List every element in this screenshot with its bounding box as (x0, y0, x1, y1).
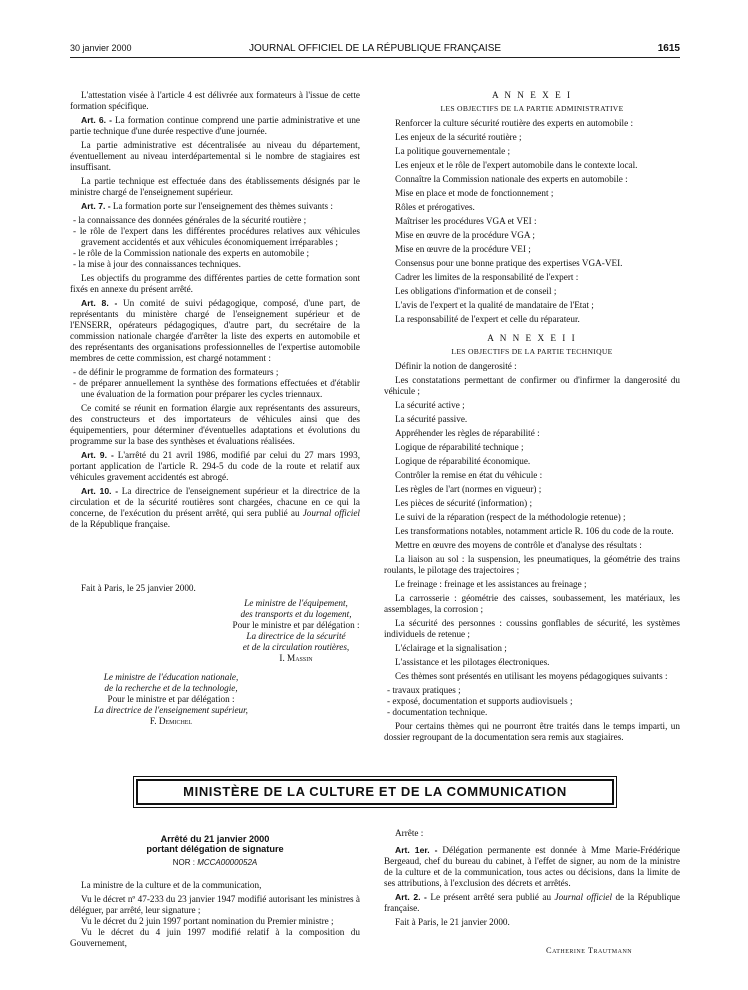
list-item: - documentation technique. (387, 707, 488, 717)
journal-title: JOURNAL OFFICIEL DE LA RÉPUBLIQUE FRANÇAISE (248, 43, 502, 54)
annex-line: Consensus pour une bonne pratique des expertises VGA-VEI. (395, 258, 623, 268)
article-6 (70, 115, 360, 137)
list-item: - de définir le programme de formation des formateurs ; (73, 367, 279, 377)
annex-line: Maîtriser les procédures VGA et VEI : (395, 216, 537, 226)
annex-line: Le suivi de la réparation (respect de la méthodologie retenue) ; (395, 512, 626, 522)
signature-line: Le ministre de l'équipement, (244, 598, 348, 608)
signature-line: Le ministre de l'éducation nationale, (103, 672, 239, 682)
article-8 (70, 298, 360, 364)
list-item: - de préparer annuellement la synthèse des formations effectuées et d'établir une évaluation de la formation pour préparer les cycles triennaux. (73, 378, 360, 399)
signature-line: des transports et du logement, (240, 609, 352, 619)
list-item: - la connaissance des données générales de la sécurité routière ; (73, 215, 307, 225)
annex-line: Mettre en œuvre des moyens de contrôle et d'analyse des résultats : (395, 540, 642, 550)
paragraph: La partie technique est effectuée dans des établissements désignés par le ministre chargé de l'enseignement supérieur. (70, 176, 360, 197)
article-text: Délégation permanente est donnée à Mme Marie-Frédérique Bergeaud, chef du bureau du cabinet, à l'effet de signer, au nom de la ministre de la culture et de la communication, tous actes ou décisions, dans la limite de ses attributions, à l'exclusion des décrets et arrêtés. (384, 845, 680, 888)
annex-line: Les enjeux de la sécurité routière ; (395, 132, 522, 142)
annex-line: La sécurité active ; (395, 400, 465, 410)
signature-line: et de la circulation routières, (242, 642, 350, 652)
list-item: - le rôle de la Commission nationale des experts en automobile ; (73, 248, 310, 258)
paragraph: La partie administrative est décentralisée au niveau du département, éventuellement au niveau interdépartemental si le nombre de stagiaires est insuffisant. (70, 140, 360, 172)
paragraph: Ces thèmes sont présentés en utilisant les moyens pédagogiques suivants : (395, 671, 668, 681)
annex-line: La liaison au sol : la suspension, les pneumatiques, la géométrie des trains roulants, le pilotage des trajectoires ; (384, 554, 680, 575)
signature-line: La directrice de l'enseignement supérieur, (94, 705, 248, 715)
annex-line: La carrosserie : géométrie des caisses, soubassement, les matériaux, les assemblages, la corrosion ; (384, 593, 680, 614)
left-column (70, 90, 360, 533)
article-text: de la République française. (384, 892, 680, 913)
article-10 (70, 486, 360, 530)
paragraph: Pour certains thèmes qui ne pourront être traités dans le temps imparti, un dossier regroupant de la documentation sera remis aux stagiaires. (384, 721, 680, 742)
annex-2-lines (384, 361, 680, 668)
signature-line: Pour le ministre et par délégation : (107, 694, 235, 704)
annex-line: Le freinage : freinage et les assistances au freinage ; (395, 579, 587, 589)
list-item: - travaux pratiques ; (387, 685, 461, 695)
signature-block-equipement (206, 598, 386, 664)
arrete-title-line: portant délégation de signature (146, 844, 284, 854)
signature-block-education (70, 672, 272, 727)
arrete-title-line: Arrêté du 21 janvier 2000 (160, 834, 270, 844)
annex-1-lines (384, 118, 680, 325)
paragraph: Ce comité se réunit en formation élargie aux représentants des assureurs, des constructeurs et des importateurs de véhicules ainsi que des équipementiers, pour déterminer d'éventuelles adaptations et évolutions du programme sur la base des synthèses et évaluations réalisées. (70, 403, 360, 446)
article-2 (384, 892, 680, 914)
article-text: La formation continue comprend une partie administrative et une partie technique d'une durée respective d'une journée. (70, 115, 360, 136)
annex-line: Mise en œuvre de la procédure VGA ; (395, 230, 535, 240)
signatory-name: Catherine Trautmann (546, 946, 633, 955)
annex-line: Logique de réparabilité technique ; (395, 442, 524, 452)
annex-2-subtitle: LES OBJECTIFS DE LA PARTIE TECHNIQUE (451, 347, 613, 356)
article-label: Art. 10. - (81, 486, 119, 496)
annex-line: La sécurité passive. (395, 414, 468, 424)
annex-line: Les transformations notables, notamment article R. 106 du code de la route. (395, 526, 674, 536)
annex-line: Renforcer la culture sécurité routière des experts en automobile : (395, 118, 634, 128)
paragraph: Vu le décret du 2 juin 1997 portant nomination du Premier ministre ; (81, 916, 334, 926)
annex-line: Les règles de l'art (normes en vigueur) ; (395, 484, 542, 494)
article-label: Art. 8. - (81, 298, 118, 308)
annex-line: Mise en place et mode de fonctionnement ; (395, 188, 554, 198)
annex-line: Les constatations permettant de confirmer ou d'infirmer la dangerosité du véhicule ; (384, 375, 680, 396)
signature-line: La directrice de la sécurité (246, 631, 346, 641)
paragraph: L'attestation visée à l'article 4 est délivrée aux formateurs à l'issue de cette formation spécifique. (70, 90, 360, 111)
annex-line: Rôles et prérogatives. (395, 202, 475, 212)
paragraph: Les objectifs du programme des différentes parties de cette formation sont fixés en annexe du présent arrêté. (70, 273, 360, 294)
signatory-name: I. Massin (279, 653, 313, 663)
arrete-left-column (70, 880, 360, 949)
ministry-banner: MINISTÈRE DE LA CULTURE ET DE LA COMMUNICATION (136, 779, 614, 805)
article-1 (384, 845, 680, 889)
annex-line: Contrôler la remise en état du véhicule : (395, 470, 543, 480)
article-text: Le présent arrêté sera publié au (426, 892, 555, 902)
nor-code: MCCA0000052A (197, 858, 258, 867)
annex-line: Logique de réparabilité économique. (395, 456, 531, 466)
paragraph: Vu le décret nº 47-233 du 23 janvier 1947 modifié autorisant les ministres à déléguer, par arrêté, leur signature ; (70, 894, 360, 915)
annex-line: Les enjeux et le rôle de l'expert automobile dans le contexte local. (395, 160, 638, 170)
arrete-heading: Arrête : (395, 828, 424, 838)
paragraph: Vu le décret du 4 juin 1997 modifié relatif à la composition du Gouvernement, (70, 927, 360, 948)
annex-line: Connaître la Commission nationale des experts en automobile : (395, 174, 628, 184)
nor-label: NOR : (172, 858, 198, 867)
article-text: Un comité de suivi pédagogique, composé, d'une part, de représentants du ministère chargé de l'enseignement supérieur et de l'ENSERR, opérateurs pédagogiques, d'autre part, du secrétaire de la commission nationale chargée d'arrêter la liste des experts en automobile et des représentants des organisations professionnelles de l'expertise automobile membres de cette commission, est chargé notamment : (70, 298, 361, 363)
fait-a-paris: Fait à Paris, le 21 janvier 2000. (395, 917, 510, 927)
annex-line: La sécurité des personnes : coussins gonflables de sécurité, les systèmes individuels de retenue ; (384, 618, 680, 639)
fait-a-paris: Fait à Paris, le 25 janvier 2000. (81, 583, 196, 593)
paragraph: La ministre de la culture et de la communication, (81, 880, 262, 890)
annex-line: Mise en œuvre de la procédure VEI ; (395, 244, 531, 254)
annex-line: L'assistance et les pilotages électroniques. (395, 657, 550, 667)
article-label: Art. 2. - (395, 892, 427, 902)
annex-line: Cadrer les limites de la responsabilité de l'expert : (395, 272, 579, 282)
article-label: Art. 1er. - (395, 845, 438, 855)
list-item: - exposé, documentation et supports audiovisuels ; (387, 696, 573, 706)
annex-line: La responsabilité de l'expert et celle du réparateur. (395, 314, 580, 324)
article-text: La formation porte sur l'enseignement des thèmes suivants : (110, 201, 333, 211)
annex-line: Les pièces de sécurité (information) ; (395, 498, 532, 508)
article-label: Art. 9. - (81, 450, 114, 460)
bullet-list (384, 685, 680, 718)
signature-line: Pour le ministre et par délégation : (232, 620, 360, 630)
arrete-right-column (384, 828, 680, 931)
header-date: 30 janvier 2000 (70, 43, 132, 53)
nor-reference (70, 858, 360, 867)
article-text: de la République française. (70, 519, 170, 529)
header-rule (70, 57, 680, 58)
article-9 (70, 450, 360, 483)
bullet-list (70, 367, 360, 400)
page-header (70, 43, 680, 57)
annex-1-title: A N N E X E I (491, 90, 573, 100)
annex-line: Les obligations d'information et de conseil ; (395, 286, 557, 296)
bullet-list (70, 215, 360, 270)
article-7 (70, 201, 360, 212)
journal-officiel-italic: Journal officiel (554, 892, 613, 902)
article-text: L'arrêté du 21 avril 1986, modifié par celui du 27 mars 1993, portant application de l'article R. 294-5 du code de la route et relatif aux véhicules gravement accidentés est abrogé. (70, 450, 361, 482)
journal-officiel-italic: Journal officiel (302, 508, 360, 518)
annex-line: Appréhender les règles de réparabilité : (395, 428, 540, 438)
annex-line: L'avis de l'expert et la qualité de mandataire de l'Etat ; (395, 300, 594, 310)
article-label: Art. 6. - (81, 115, 113, 125)
annex-line: La politique gouvernementale ; (395, 146, 511, 156)
list-item: - la mise à jour des connaissances techniques. (73, 259, 241, 269)
annex-2-title: A N N E X E I I (487, 333, 577, 343)
list-item: - le rôle de l'expert dans les différentes procédures relatives aux véhicules gravement accidentés et aux véhicules économiquement irréparables ; (73, 226, 360, 247)
article-label: Art. 7. - (81, 201, 111, 211)
page-number: 1615 (657, 43, 680, 54)
article-text: La directrice de l'enseignement supérieur et la directrice de la circulation et de la sécurité routières sont chargées, chacune en ce qui la concerne, de l'exécution du présent arrêté, qui sera publié au (70, 486, 360, 518)
annex-line: Définir la notion de dangerosité : (395, 361, 517, 371)
signature-line: de la recherche et de la technologie, (104, 683, 238, 693)
right-column (384, 90, 680, 746)
annex-1-subtitle: LES OBJECTIFS DE LA PARTIE ADMINISTRATIVE (440, 104, 624, 113)
annex-line: L'éclairage et la signalisation ; (395, 643, 507, 653)
signatory-name: F. Demichel (149, 716, 193, 726)
arrete-title (70, 834, 360, 854)
